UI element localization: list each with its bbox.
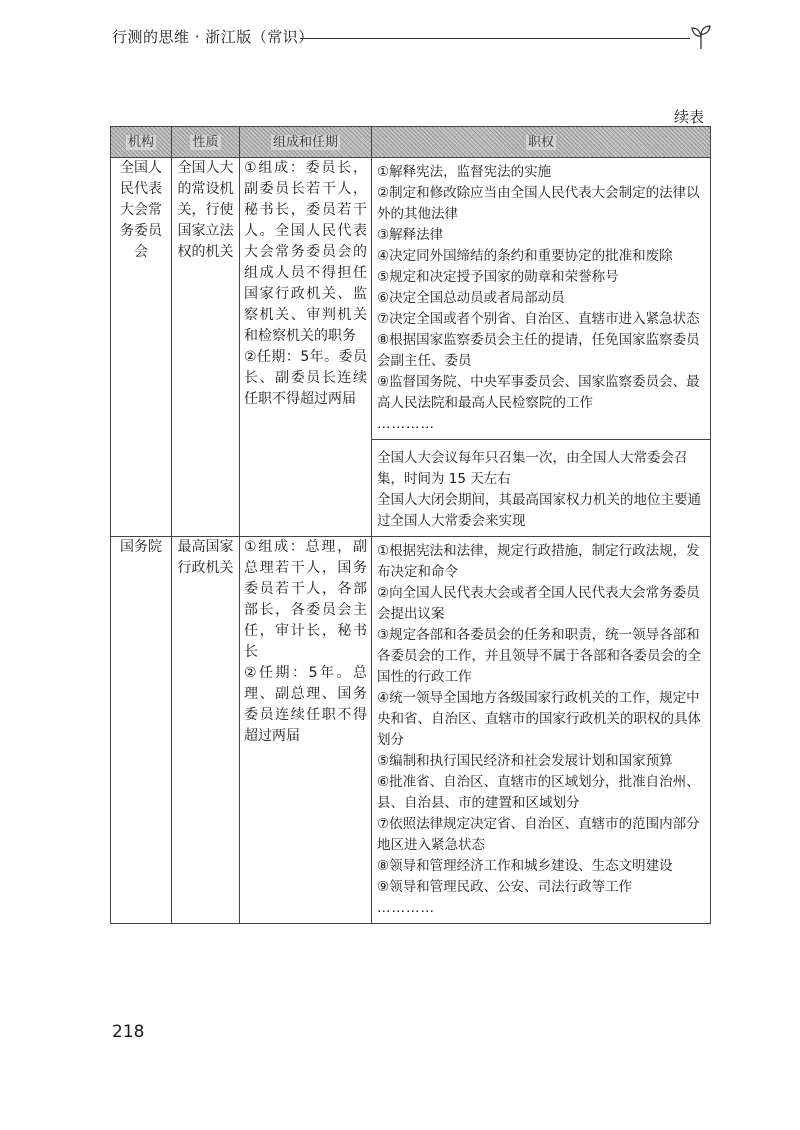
duty-item: ⑦决定全国或者个别省、自治区、直辖市进入紧急状态 xyxy=(377,311,700,327)
duties-cell xyxy=(372,158,711,440)
duty-item: ③规定各部和各委员会的任务和职责，统一领导各部和各委员会的工作，并且领导不属于各部和各委员会的全国性的行政工作 xyxy=(377,627,701,685)
duty-item: ④统一领导全国地方各级国家行政机关的工作，规定中央和省、自治区、直辖市的国家行政机关的职权的具体划分 xyxy=(377,690,701,748)
duty-item: ②制定和修改除应当由全国人民代表大会制定的法律以外的其他法律 xyxy=(377,185,700,222)
note-line: 全国人大闭会期间，其最高国家权力机关的地位主要通过全国人大常委会来实现 xyxy=(377,492,701,529)
duty-item: ⑨监督国务院、中央军事委员会、国家监察委员会、最高人民法院和最高人民检察院的工作 xyxy=(377,374,700,411)
position-cell: 全国人大的常设机关，行使国家立法权的机关 xyxy=(172,158,240,537)
note-cell xyxy=(372,440,711,537)
column-header-duties: 职权 xyxy=(372,127,711,158)
composition-line: ①组成：委员长，副委员长若干人，秘书长，委员若干人。全国人民代表大会常务委员会的组成人员不得担任国家行政机关、监察机关、审判机关和检察机关的职务 xyxy=(244,160,367,344)
running-header-title: 行测的思维 · 浙江版（常识） xyxy=(112,28,314,46)
duty-ellipsis: ………… xyxy=(377,900,435,916)
table-row xyxy=(111,158,711,440)
header-rule xyxy=(300,38,690,39)
page-number: 218 xyxy=(112,1022,145,1042)
duty-item: ①根据宪法和法律，规定行政措施，制定行政法规，发布决定和命令 xyxy=(377,543,700,580)
composition-cell xyxy=(240,158,372,537)
running-header xyxy=(112,24,712,54)
duty-item: ⑥决定全国总动员或者局部动员 xyxy=(377,290,565,306)
composition-line: ②任期：5年。委员长、副委员长连续任职不得超过两届 xyxy=(244,349,367,407)
duty-item: ①解释宪法，监督宪法的实施 xyxy=(377,164,552,180)
table-row xyxy=(111,537,711,924)
column-header-position: 性质 xyxy=(172,127,240,158)
duties-cell xyxy=(372,537,711,924)
composition-line: ①组成：总理，副总理若干人，国务委员若干人，各部部长，各委员会主任，审计长，秘书长 xyxy=(244,539,367,660)
column-header-composition: 组成和任期 xyxy=(240,127,372,158)
duty-ellipsis: ………… xyxy=(377,416,435,432)
duty-item: ③解释法律 xyxy=(377,227,444,243)
note-line: 全国人大会议每年只召集一次，由全国人大常委会召集，时间为 15 天左右 xyxy=(377,450,688,487)
duty-item: ⑧领导和管理经济工作和城乡建设、生态文明建设 xyxy=(377,858,673,874)
institutions-table xyxy=(110,126,711,924)
duty-item: ⑨领导和管理民政、公安、司法行政等工作 xyxy=(377,879,633,895)
org-cell: 全国人民代表大会常务委员会 xyxy=(111,158,172,537)
column-header-org: 机构 xyxy=(111,127,172,158)
table-header-row xyxy=(111,127,711,158)
composition-line: ②任期：5年。总理、副总理、国务委员连续任职不得超过两届 xyxy=(244,665,367,744)
duty-item: ④决定同外国缔结的条约和重要协定的批准和废除 xyxy=(377,248,673,264)
duty-item: ⑥批准省、自治区、直辖市的区域划分，批准自治州、县、自治县、市的建置和区域划分 xyxy=(377,774,700,811)
duty-item: ⑤规定和决定授予国家的勋章和荣誉称号 xyxy=(377,269,619,285)
duty-item: ②向全国人民代表大会或者全国人民代表大会常务委员会提出议案 xyxy=(377,585,700,622)
composition-cell xyxy=(240,537,372,924)
sprout-icon xyxy=(690,24,712,50)
org-cell: 国务院 xyxy=(111,537,172,924)
duty-item: ⑤编制和执行国民经济和社会发展计划和国家预算 xyxy=(377,753,673,769)
duty-item: ⑧根据国家监察委员会主任的提请，任免国家监察委员会副主任、委员 xyxy=(377,332,700,369)
position-cell: 最高国家行政机关 xyxy=(172,537,240,924)
duty-item: ⑦依照法律规定决定省、自治区、直辖市的范围内部分地区进入紧急状态 xyxy=(377,816,700,853)
continued-label: 续表 xyxy=(673,108,704,126)
